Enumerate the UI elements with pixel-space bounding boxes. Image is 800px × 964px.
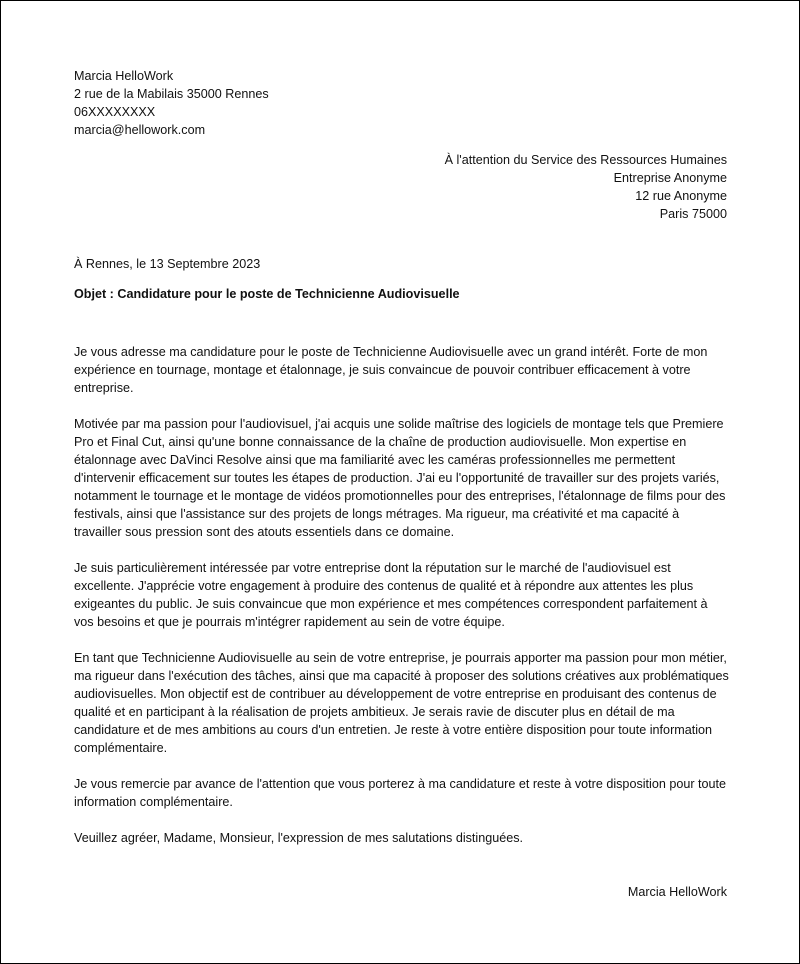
sender-block bbox=[74, 67, 269, 139]
recipient-city: Paris 75000 bbox=[659, 207, 727, 221]
body-paragraph-intro: Je vous adresse ma candidature pour le poste de Technicienne Audiovisuelle avec un grand intérêt. Forte de mon expérience en tournage, montage et étalonnage, je suis convaincue de pouvoir contribuer efficacement à votre entreprise. bbox=[74, 345, 708, 395]
sender-name: Marcia HelloWork bbox=[74, 69, 174, 83]
date-line: À Rennes, le 13 Septembre 2023 bbox=[74, 257, 261, 271]
recipient-street: 12 rue Anonyme bbox=[635, 189, 727, 203]
sender-address: 2 rue de la Mabilais 35000 Rennes bbox=[74, 87, 269, 101]
recipient-company: Entreprise Anonyme bbox=[613, 171, 727, 185]
body-paragraph-thanks: Je vous remercie par avance de l'attention que vous porterez à ma candidature et reste à votre disposition pour toute information complémentaire. bbox=[74, 777, 727, 809]
recipient-attention: À l'attention du Service des Ressources Humaines bbox=[444, 153, 727, 167]
sender-email: marcia@hellowork.com bbox=[74, 123, 206, 137]
body-paragraph-experience: Motivée par ma passion pour l'audiovisuel, j'ai acquis une solide maîtrise des logiciels de montage tels que Premiere Pro et Final Cut, ainsi qu'une bonne connaissance de la chaîne de production audiovisuelle. Mon expertise en étalonnage avec DaVinci Resolve ainsi que ma familiarité avec les caméras professionnelles me permettent d'intervenir efficacement sur toutes les étapes de production. J'ai eu l'opportunité de travailler sur des projets variés, notamment le tournage et le montage de vidéos promotionnelles pour des entreprises, l'étalonnage de films pour des festivals, ainsi que l'assistance sur des projets de longs métrages. Ma rigueur, ma créativité et ma capacité à travailler sous pression sont des atouts essentiels dans ce domaine. bbox=[74, 417, 726, 539]
body-paragraph-closing: Veuillez agréer, Madame, Monsieur, l'expression de mes salutations distinguées. bbox=[74, 831, 524, 845]
body-paragraph-contribution: En tant que Technicienne Audiovisuelle au sein de votre entreprise, je pourrais apporter ma passion pour mon métier, ma rigueur dans l'exécution des tâches, ainsi que ma capacité à proposer des solutions créatives aux problématiques audiovisuelles. Mon objectif est de contribuer au développement de votre entreprise en produisant des contenus de qualité et en participant à la réalisation de projets ambitieux. Je serais ravie de discuter plus en détail de ma candidature et de mes ambitions au cours d'un entretien. Je reste à votre entière disposition pour toute information complémentaire. bbox=[74, 651, 729, 755]
subject-line: Objet : Candidature pour le poste de Technicienne Audiovisuelle bbox=[74, 287, 460, 301]
signature: Marcia HelloWork bbox=[627, 885, 727, 899]
recipient-block bbox=[445, 151, 727, 223]
letter-body bbox=[74, 343, 730, 865]
sender-phone: 06XXXXXXXX bbox=[74, 105, 156, 119]
body-paragraph-company: Je suis particulièrement intéressée par votre entreprise dont la réputation sur le marché de l'audiovisuel est excellente. J'apprécie votre engagement à produire des contenus de qualité et à répondre aux attentes les plus exigeantes du public. Je suis convaincue que mon expérience et mes compétences correspondent parfaitement à vos besoins et que je pourrais m'intégrer rapidement au sein de votre équipe. bbox=[74, 561, 708, 629]
